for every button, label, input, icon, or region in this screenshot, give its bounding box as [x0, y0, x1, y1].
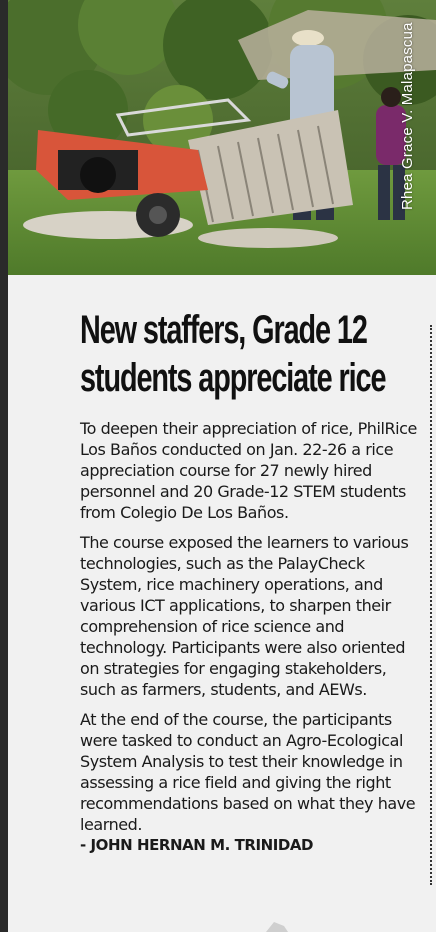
paragraph-1: To deepen their appreciation of rice, PhilRice Los Baños conducted on Jan. 22-26 a rice appreciation course for 27 newly hired personnel and 20 Grade-12 STEM students from Colegio De Los Baños. — [80, 419, 417, 522]
left-page-edge — [0, 0, 8, 932]
paragraph-2: The course exposed the learners to various technologies, such as the PalayCheck System, rice machinery operations, and various ICT applications, to sharpen their comprehension of rice science and technology. Participants were also oriented on strategies for engaging stakeholders, such as farmers, students, and AEWs. — [80, 533, 409, 699]
rice-transplanter-photo — [8, 0, 436, 275]
next-image-fragment — [262, 920, 290, 932]
photo-credit: Rhea Grace V. Malapascua — [399, 22, 416, 210]
paragraph-3: At the end of the course, the participants were tasked to conduct an Agro-Ecological System Analysis to test their knowledge in assessing a rice field and giving the right recommendations based on what they have learned. — [80, 710, 416, 834]
article-photo — [8, 0, 436, 275]
article-headline: New staffers, Grade 12 students appreciate rice — [80, 308, 386, 400]
column-divider — [430, 325, 432, 885]
article-body — [80, 418, 418, 865]
article-byline: - JOHN HERNAN M. TRINIDAD — [80, 836, 314, 854]
